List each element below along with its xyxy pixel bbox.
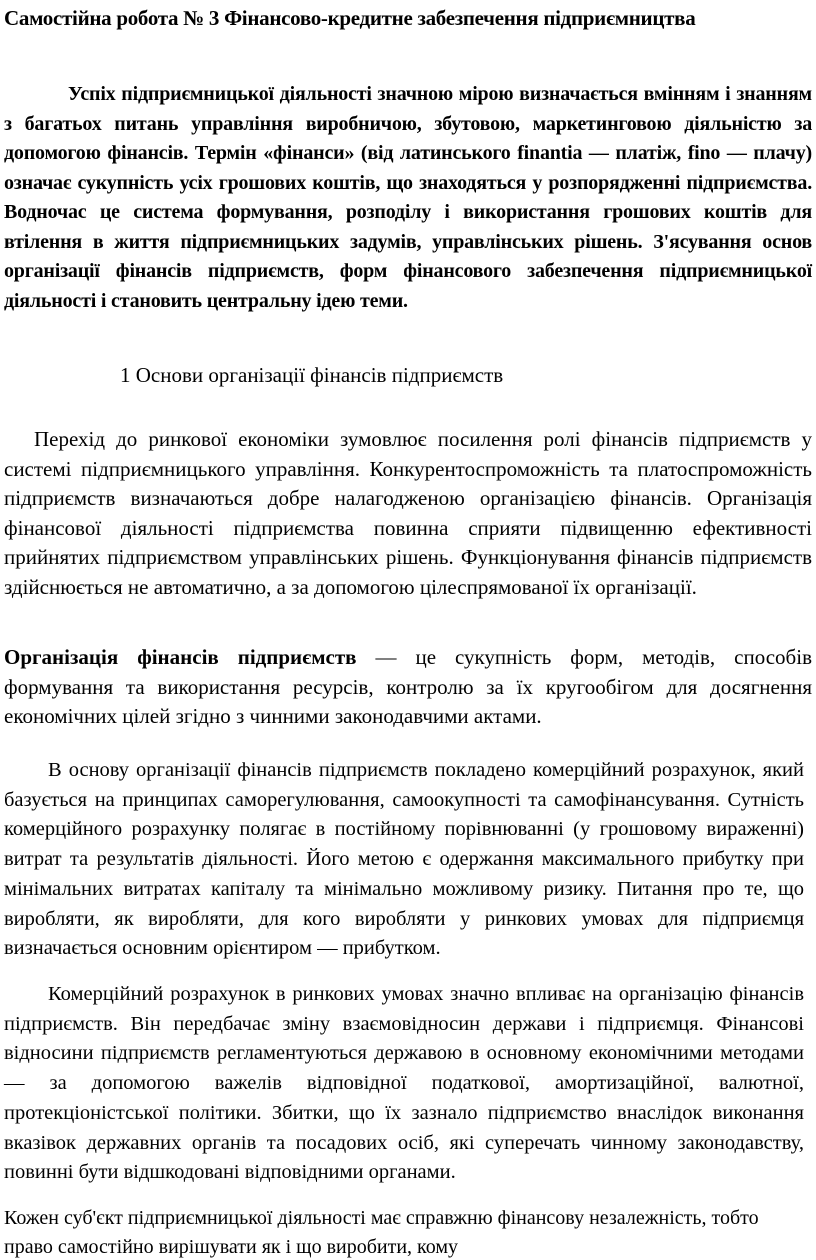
independence-paragraph: Кожен суб'єкт підприємницької діяльності має справжню фінансову незалежність, тобто право самостійно вирішувати як і що виробити, кому [4,1207,759,1258]
state-relations-paragraph: Комерційний розрахунок в ринкових умовах значно впливає на організацію фінансів підприємств. Він передбачає зміну взаємовідносин держави і підприємця. Фінансові відносини підприємств регламентуються державою в основному економічними методами — за допомогою важелів відповідної податкової, амортизаційної, валютної, протекціоністської політики. Збитки, що їх зазнало підприємство внаслідок виконання вказівок державних органів та посадових осіб, які суперечать чинному законодавству, повинні бути відшкодовані відповідними органами. [4,983,804,1184]
definition-paragraph [4,643,812,732]
definition-text: — це сукупність форм, методів, способів формування та використання ресурсів, контролю за їх кругообігом для досягнення економічних цілей згідно з чинними законодавчими актами. [4,645,812,729]
transition-paragraph: Перехід до ринкової економіки зумовлює посилення ролі фінансів підприємств у системі підприємницького управління. Конкурентоспроможність та платоспроможність підприємств визначаються добре налагодженою організацією фінансів. Організація фінансової діяльності підприємства повинна сприяти підвищенню ефективності прийнятих підприємством управлінських рішень. Функціонування фінансів підприємств здійснюється не автоматично, а за допомогою цілеспрямованої їх організації. [4,427,812,599]
definition-term: Організація фінансів підприємств [4,645,357,669]
intro-paragraph: Успіх підприємницької діяльності значною мірою визначається вмінням і знанням з багатьох питань управління виробничою, збутовою, маркетинговою діяльністю за допомогою фінансів. Термін «фінанси» (від латинського finantia — платіж, fino — плачу) означає сукупність усіх грошових коштів, що знаходяться у розпорядженні підприємства. Водночас це система формування, розподілу і використання грошових коштів для втілення в життя підприємницьких задумів, управлінських рішень. З'ясування основ організації фінансів підприємств, форм фінансового забезпечення підприємницької діяльності і становить центральну ідею теми. [4,83,812,312]
document-title: Самостійна робота № 3 Фінансово-кредитне забезпечення підприємництва [4,6,696,30]
commercial-calculation-paragraph: В основу організації фінансів підприємств покладено комерційний розрахунок, який базується на принципах саморегулювання, самоокупності та самофінансування. Сутність комерційного розрахунку полягає в постійному порівнюванні (у грошовому вираженні) витрат та результатів діяльності. Його метою є одержання максимального прибутку при мінімальних витратах капіталу та мінімально можливому ризику. Питання про те, що виробляти, як виробляти, для кого виробляти у ринкових умовах для підприємця визначається основним орієнтиром — прибутком. [4,759,804,960]
section-heading: 1 Основи організації фінансів підприємств [120,363,504,387]
